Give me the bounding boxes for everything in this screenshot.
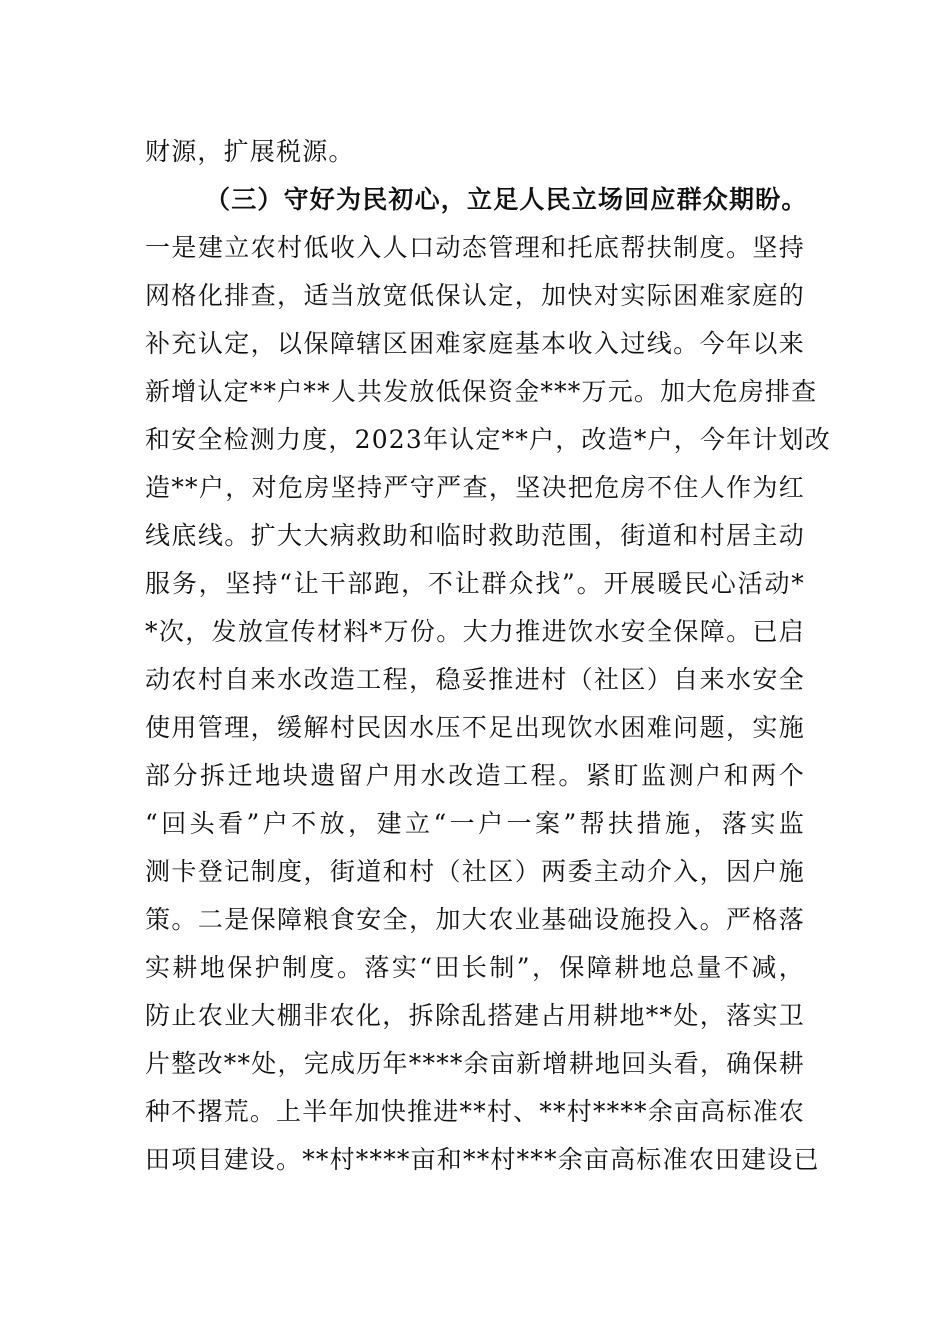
text-line: “回头看”户不放，建立“一户一案”帮扶措施，落实监	[145, 809, 805, 838]
text-line: 一是建立农村低收入人口动态管理和托底帮扶制度。坚持	[145, 233, 805, 262]
text-line: 实耕地保护制度。落实“田长制”，保障耕地总量不减，	[145, 953, 805, 982]
section-heading: （三）守好为民初心，立足人民立场回应群众期盼。	[205, 185, 808, 214]
text-line: 测卡登记制度，街道和村（社区）两委主动介入，因户施	[145, 857, 805, 886]
text-line: 片整改**处，完成历年****余亩新增耕地回头看，确保耕	[145, 1049, 805, 1078]
text-line: 防止农业大棚非农化，拆除乱搭建占用耕地**处，落实卫	[145, 1001, 805, 1030]
text-line: 造**户，对危房坚持严守严查，坚决把危房不住人作为红	[145, 473, 805, 502]
text-line: 线底线。扩大大病救助和临时救助范围，街道和村居主动	[145, 521, 805, 550]
text-line: *次，发放宣传材料*万份。大力推进饮水安全保障。已启	[145, 617, 805, 646]
text-line: 策。二是保障粮食安全，加大农业基础设施投入。严格落	[145, 905, 805, 934]
text-line: 财源，扩展税源。	[145, 137, 355, 166]
text-line: 补充认定，以保障辖区困难家庭基本收入过线。今年以来	[145, 329, 805, 358]
text-line: 网格化排查，适当放宽低保认定，加快对实际困难家庭的	[145, 281, 805, 310]
text-line: 种不撂荒。上半年加快推进**村、**村****余亩高标准农	[145, 1097, 805, 1126]
text-line: 使用管理，缓解村民因水压不足出现饮水困难问题，实施	[145, 713, 805, 742]
text-line: 和安全检测力度，2023年认定**户，改造*户，今年计划改	[145, 425, 831, 454]
text-line: 部分拆迁地块遗留户用水改造工程。紧盯监测户和两个	[145, 761, 805, 790]
text-line: 服务，坚持“让干部跑，不让群众找”。开展暖民心活动*	[145, 569, 805, 598]
text-line: 田项目建设。**村****亩和**村***余亩高标准农田建设已	[145, 1145, 820, 1174]
text-line: 新增认定**户**人共发放低保资金***万元。加大危房排查	[145, 377, 818, 406]
text-line: 动农村自来水改造工程，稳妥推进村（社区）自来水安全	[145, 665, 805, 694]
